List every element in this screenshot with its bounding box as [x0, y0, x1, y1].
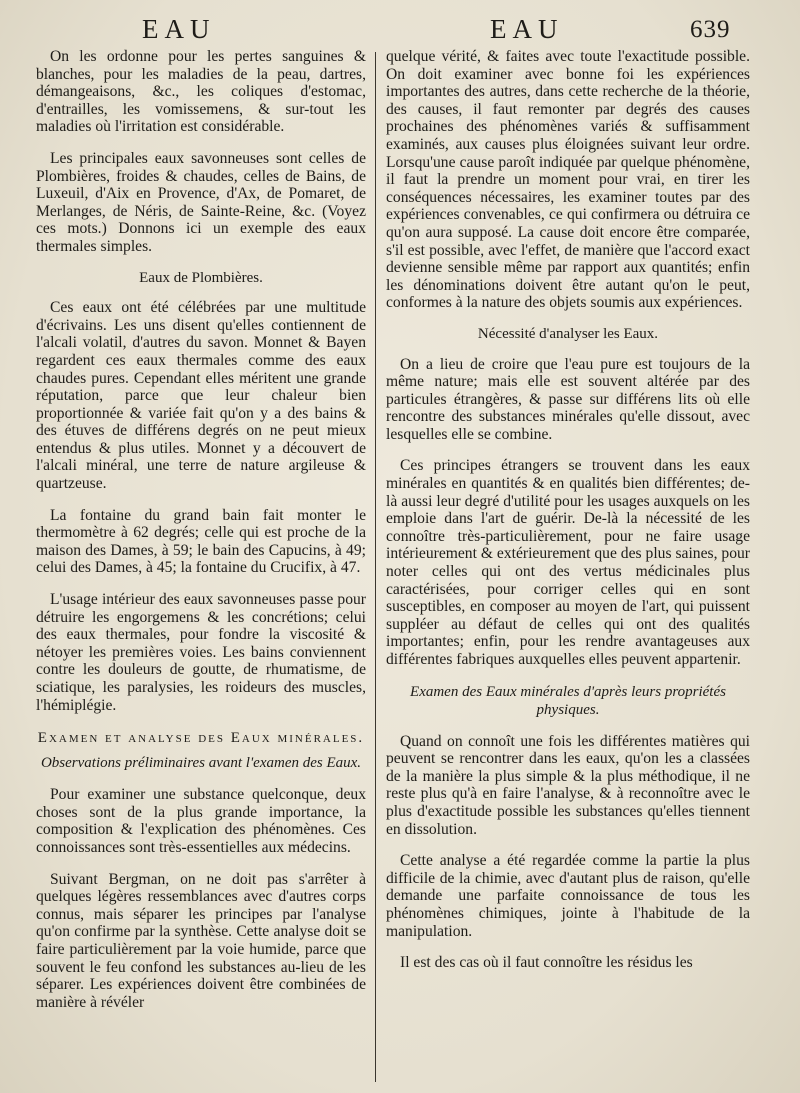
right-column — [386, 48, 750, 986]
main-heading: Examen et analyse des Eaux minérales. — [37, 730, 365, 747]
running-header — [0, 14, 800, 50]
paragraph: L'usage intérieur des eaux savonneuses passe pour détruire les engorgemens & les concrétions; celui des eaux thermales, pour fondre la viscosité & nétoyer les premières voies. Les bains conviennent contre les douleurs de goutte, de rhumatisme, de sciatique, les paralysies, les roideurs des muscles, l'hémiplégie. — [36, 591, 366, 714]
section-title-examen: Examen des Eaux minérales d'après leurs propriétés physiques. — [410, 683, 726, 718]
page-number: 639 — [690, 16, 731, 43]
paragraph: On a lieu de croire que l'eau pure est toujours de la même nature; mais elle est souvent altérée par des particules étrangères, & passe sur différens lits où elle rencontre des substances minérales qu'elle dissout, avec lesquelles elle se combine. — [386, 355, 750, 443]
paragraph: On les ordonne pour les pertes sanguines & blanches, pour les maladies de la peau, dartres, démangeaisons, &c., les coliques d'estomac, d'entrailles, les vomissemens, & sur-tout les maladies où l'irritation est considérable. — [36, 48, 366, 136]
paragraph: Ces principes étrangers se trouvent dans les eaux minérales en quantités & en qualités bien différentes; de-là aussi leur degré d'utilité pour les usages auxquels on les emploie dans l'art de guérir. De-là la nécessité de les connoître très-particulièrement, pour ne faire usage intérieurement & extérieurement que des plus saines, pour noter celles qui ont des vertus médicinales plus caractérisées, pour corriger celles qui en sont susceptibles, en composer au moyen de l'art, qui puissent suppléer au défaut de celles qui ont des qualités importantes; enfin, pour les rendre avantageuses aux différentes fabriques auxquelles elles peuvent appartenir. — [386, 457, 750, 668]
sub-heading: Observations préliminaires avant l'examen des Eaux. — [40, 755, 362, 772]
paragraph: Ces eaux ont été célébrées par une multitude d'écrivains. Les uns disent qu'elles contiennent de l'alcali volatil, d'autres du savon. Monnet & Bayen regardent ces eaux thermales comme des eaux chaudes pures. Cependant elles méritent une grande réputation, parce que leur chaleur bien proportionnée & variée fait qu'on y a des bains & des étuves de différens degrés on ne peut mieux entendus & plus utiles. Monnet y a découvert de l'alcali minéral, une terre de nature argileuse & quartzeuse. — [36, 299, 366, 493]
column-divider — [375, 52, 376, 1082]
left-column — [36, 48, 366, 1025]
paragraph: Pour examiner une substance quelconque, deux choses sont de la plus grande importance, la composition & l'explication des phénomènes. Ces connoissances sont très-essentielles aux médecins. — [36, 786, 366, 856]
paragraph: Il est des cas où il faut connoître les résidus les — [400, 954, 693, 972]
paragraph: quelque vérité, & faites avec toute l'exactitude possible. On doit examiner avec bonne foi les expériences importantes des autres, dans cette recherche de la théorie, des causes, il faut remonter par degrés des causes prochaines des phénomènes variés & suffisamment examinés, aux causes plus éloignées suivant leur ordre. Lorsqu'une cause paroît indiquée par quelque phénomène, il faut la prendre un moment pour vrai, en tirer les conséquences nécessaires, les examiner toutes par des expériences convenables, ce qui confirmera ou détruira ce qu'on aura supposé. La cause doit encore être comparée, s'il est possible, avec l'effet, de manière que l'accord exact devienne sensible même par rapport aux quantités; enfin les dénominations doivent être autant qu'on le peut, conformes à la nature des objets soumis aux expériences. — [386, 48, 750, 312]
paragraph: Cette analyse a été regardée comme la partie la plus difficile de la chimie, avec d'autant plus de raison, qu'elle demande une parfaite connoissance de tous les phénomènes chimiques, jointe à l'habitude de la manipulation. — [386, 852, 750, 940]
section-title-plombieres: Eaux de Plombières. — [139, 269, 263, 286]
paragraph: Quand on connoît une fois les différentes matières qui peuvent se rencontrer dans les eaux, qu'on les a classées de la manière la plus simple & la plus méthodique, il ne reste plus qu'à en faire l'analyse, & à reconnoître avec le plus d'exactitude possible les substances qu'elles tiennent en dissolution. — [386, 732, 750, 838]
header-left-title: EAU — [142, 14, 216, 44]
section-title-necessite: Nécessité d'analyser les Eaux. — [477, 325, 659, 342]
paragraph: La fontaine du grand bain fait monter le thermomètre à 62 degrés; celle qui est proche de la maison des Dames, à 59; le bain des Capucins, à 49; celui des Dames, à 45; la fontaine du Crucifix, à 47. — [36, 506, 366, 577]
paragraph: Les principales eaux savonneuses sont celles de Plombières, froides & chaudes, celles de Bains, de Luxeuil, d'Aix en Provence, d'Ax, de Pomaret, de Merlanges, de Néris, de Sainte-Reine, &c. (Voyez ces mots.) Donnons ici un exemple des eaux thermales simples. — [36, 149, 366, 255]
header-right-title: EAU — [490, 14, 564, 44]
paragraph: Suivant Bergman, on ne doit pas s'arrêter à quelques légères ressemblances avec d'autres corps connus, mais séparer les principes par l'analyse qu'on confirme par la synthèse. Cette analyse doit se faire particulièrement par la voie humide, parce que souvent le feu confond les substances au-lieu de les séparer. Les expériences doivent être combinées de manière à révéler — [36, 870, 366, 1011]
